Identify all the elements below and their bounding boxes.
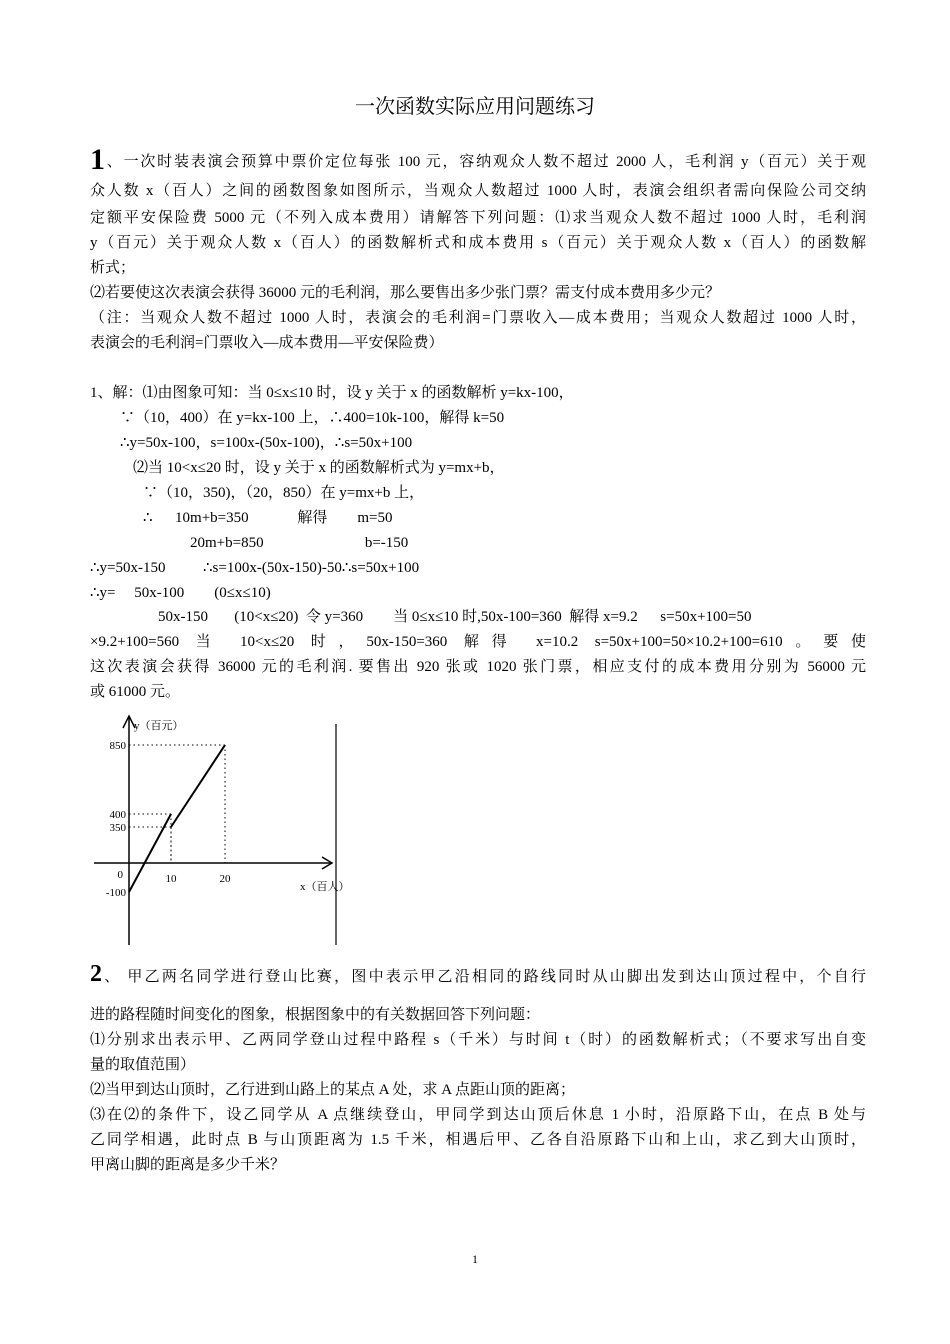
q1-line: 定额平安保险费 5000 元（不列入成本费用）请解答下列问题：⑴求当观众人数不超过 1000 人时，毛利润 <box>90 210 866 226</box>
q1-line: 析式； <box>90 260 136 276</box>
q1-line: （注：当观众人数不超过 1000 人时，表演会的毛利润=门票收入—成本费用；当观众人数超过 1000 人时， <box>90 310 866 326</box>
q1-line: ⑵若要使这次表演会获得 36000 元的毛利润，那么要售出多少张门票？需支付成本费用多少元？ <box>90 285 721 301</box>
q2-line: 甲离山脚的距离是多少千米？ <box>90 1157 286 1173</box>
origin-label: 0 <box>117 869 123 881</box>
solution-line: 1、解：⑴由图象可知：当 0≤x≤10 时，设 y 关于 x 的函数解析 y=kx-100， <box>90 385 574 401</box>
q2-line: 2、 甲乙两名同学进行登山比赛，图中表示甲乙沿相同的路线同时从山脚出发到达山顶过程中，个自行 <box>90 961 866 987</box>
q2-line: ⑶在⑵的条件下，设乙同学从 A 点继续登山，甲同学到达山顶后休息 1 小时，沿原路下山，在点 B 处与 <box>90 1107 866 1123</box>
solution-line: 50x-150 (10<x≤20) 令 y=360 当 0≤x≤10 时,50x-100=360 解得 x=9.2 s=50x+100=50 <box>158 609 752 625</box>
q1-line: 1、一次时装表演会预算中票价定位每张 100 元，容纳观众人数不超过 2000 人，毛利润 y（百元）关于观 <box>90 143 866 176</box>
x-tick-label: 10 <box>165 873 177 885</box>
q2-line: 乙同学相遇，此时点 B 与山顶距离为 1.5 千米，相遇后甲、乙各自沿原路下山和上山，求乙到大山顶时， <box>90 1132 866 1148</box>
x-axis-label: x（百人） <box>300 881 350 893</box>
solution-line: 这次表演会获得 36000 元的毛利润. 要售出 920 张或 1020 张门票，相应支付的成本费用分别为 56000 元 <box>90 659 866 675</box>
q1-line: y（百元）关于观众人数 x（百人）的函数解析式和成本费用 s（百元）关于观众人数 x（百人）的函数解 <box>90 235 866 251</box>
y-tick-label: 400 <box>109 809 126 821</box>
y-tick-label: 350 <box>109 822 126 834</box>
solution-line: ∴y=50x-100，s=100x-(50x-100)，∴s=50x+100 <box>120 435 413 451</box>
y-tick-label: -100 <box>105 887 126 899</box>
solution-line: ∴y=50x-150 ∴s=100x-(50x-150)-50∴s=50x+100 <box>90 560 420 576</box>
q2-line: ⑴分别求出表示甲、乙两同学登山过程中路程 s（千米）与时间 t（时）的函数解析式；（不要求写出自变 <box>90 1032 866 1048</box>
solution-line: ∵（10，350)，（20，850）在 y=mx+b 上， <box>143 485 425 501</box>
solution-line: ∵（10，400）在 y=kx-100 上，∴400=10k-100，解得 k=50 <box>120 410 505 426</box>
q1-line: 表演会的毛利润=门票收入—成本费用—平安保险费） <box>90 335 444 351</box>
q1-number: 1 <box>90 143 105 176</box>
q2-line: ⑵当甲到达山顶时，乙行进到山路上的某点 A 处，求 A 点距山顶的距离； <box>90 1082 576 1098</box>
x-tick-label: 20 <box>219 873 231 885</box>
solution-line: 20m+b=850 b=-150 <box>190 535 409 551</box>
series-segment2 <box>171 745 225 827</box>
solution-line: 或 61000 元。 <box>90 684 181 700</box>
solution-line: ∴y= 50x-100 (0≤x≤10) <box>90 585 271 601</box>
q2-number: 2 <box>90 961 102 987</box>
solution-line: ⑵当 10<x≤20 时，设 y 关于 x 的函数解析式为 y=mx+b， <box>133 460 505 476</box>
y-tick-label: 850 <box>109 740 126 752</box>
page-title: 一次函数实际应用问题练习 <box>355 96 595 118</box>
function-graph <box>80 710 380 950</box>
solution-line: ×9.2+100=560 当 10<x≤20 时，50x-150=360 解得 x=10.2 s=50x+100=50×10.2+100=610。要使 <box>90 634 866 650</box>
solution-line: ∴ 10m+b=350 解得 m=50 <box>143 510 393 526</box>
q2-line: 进的路程随时间变化的图象，根据图象中的有关数据回答下列问题： <box>90 1007 541 1023</box>
q2-line: 量的取值范围） <box>90 1057 196 1073</box>
q1-line: 众人数 x（百人）之间的函数图象如图所示，当观众人数超过 1000 人时，表演会组织者需向保险公司交纳 <box>90 183 866 199</box>
y-axis-label: y（百元） <box>134 720 184 732</box>
page-number: 1 <box>472 1252 478 1266</box>
